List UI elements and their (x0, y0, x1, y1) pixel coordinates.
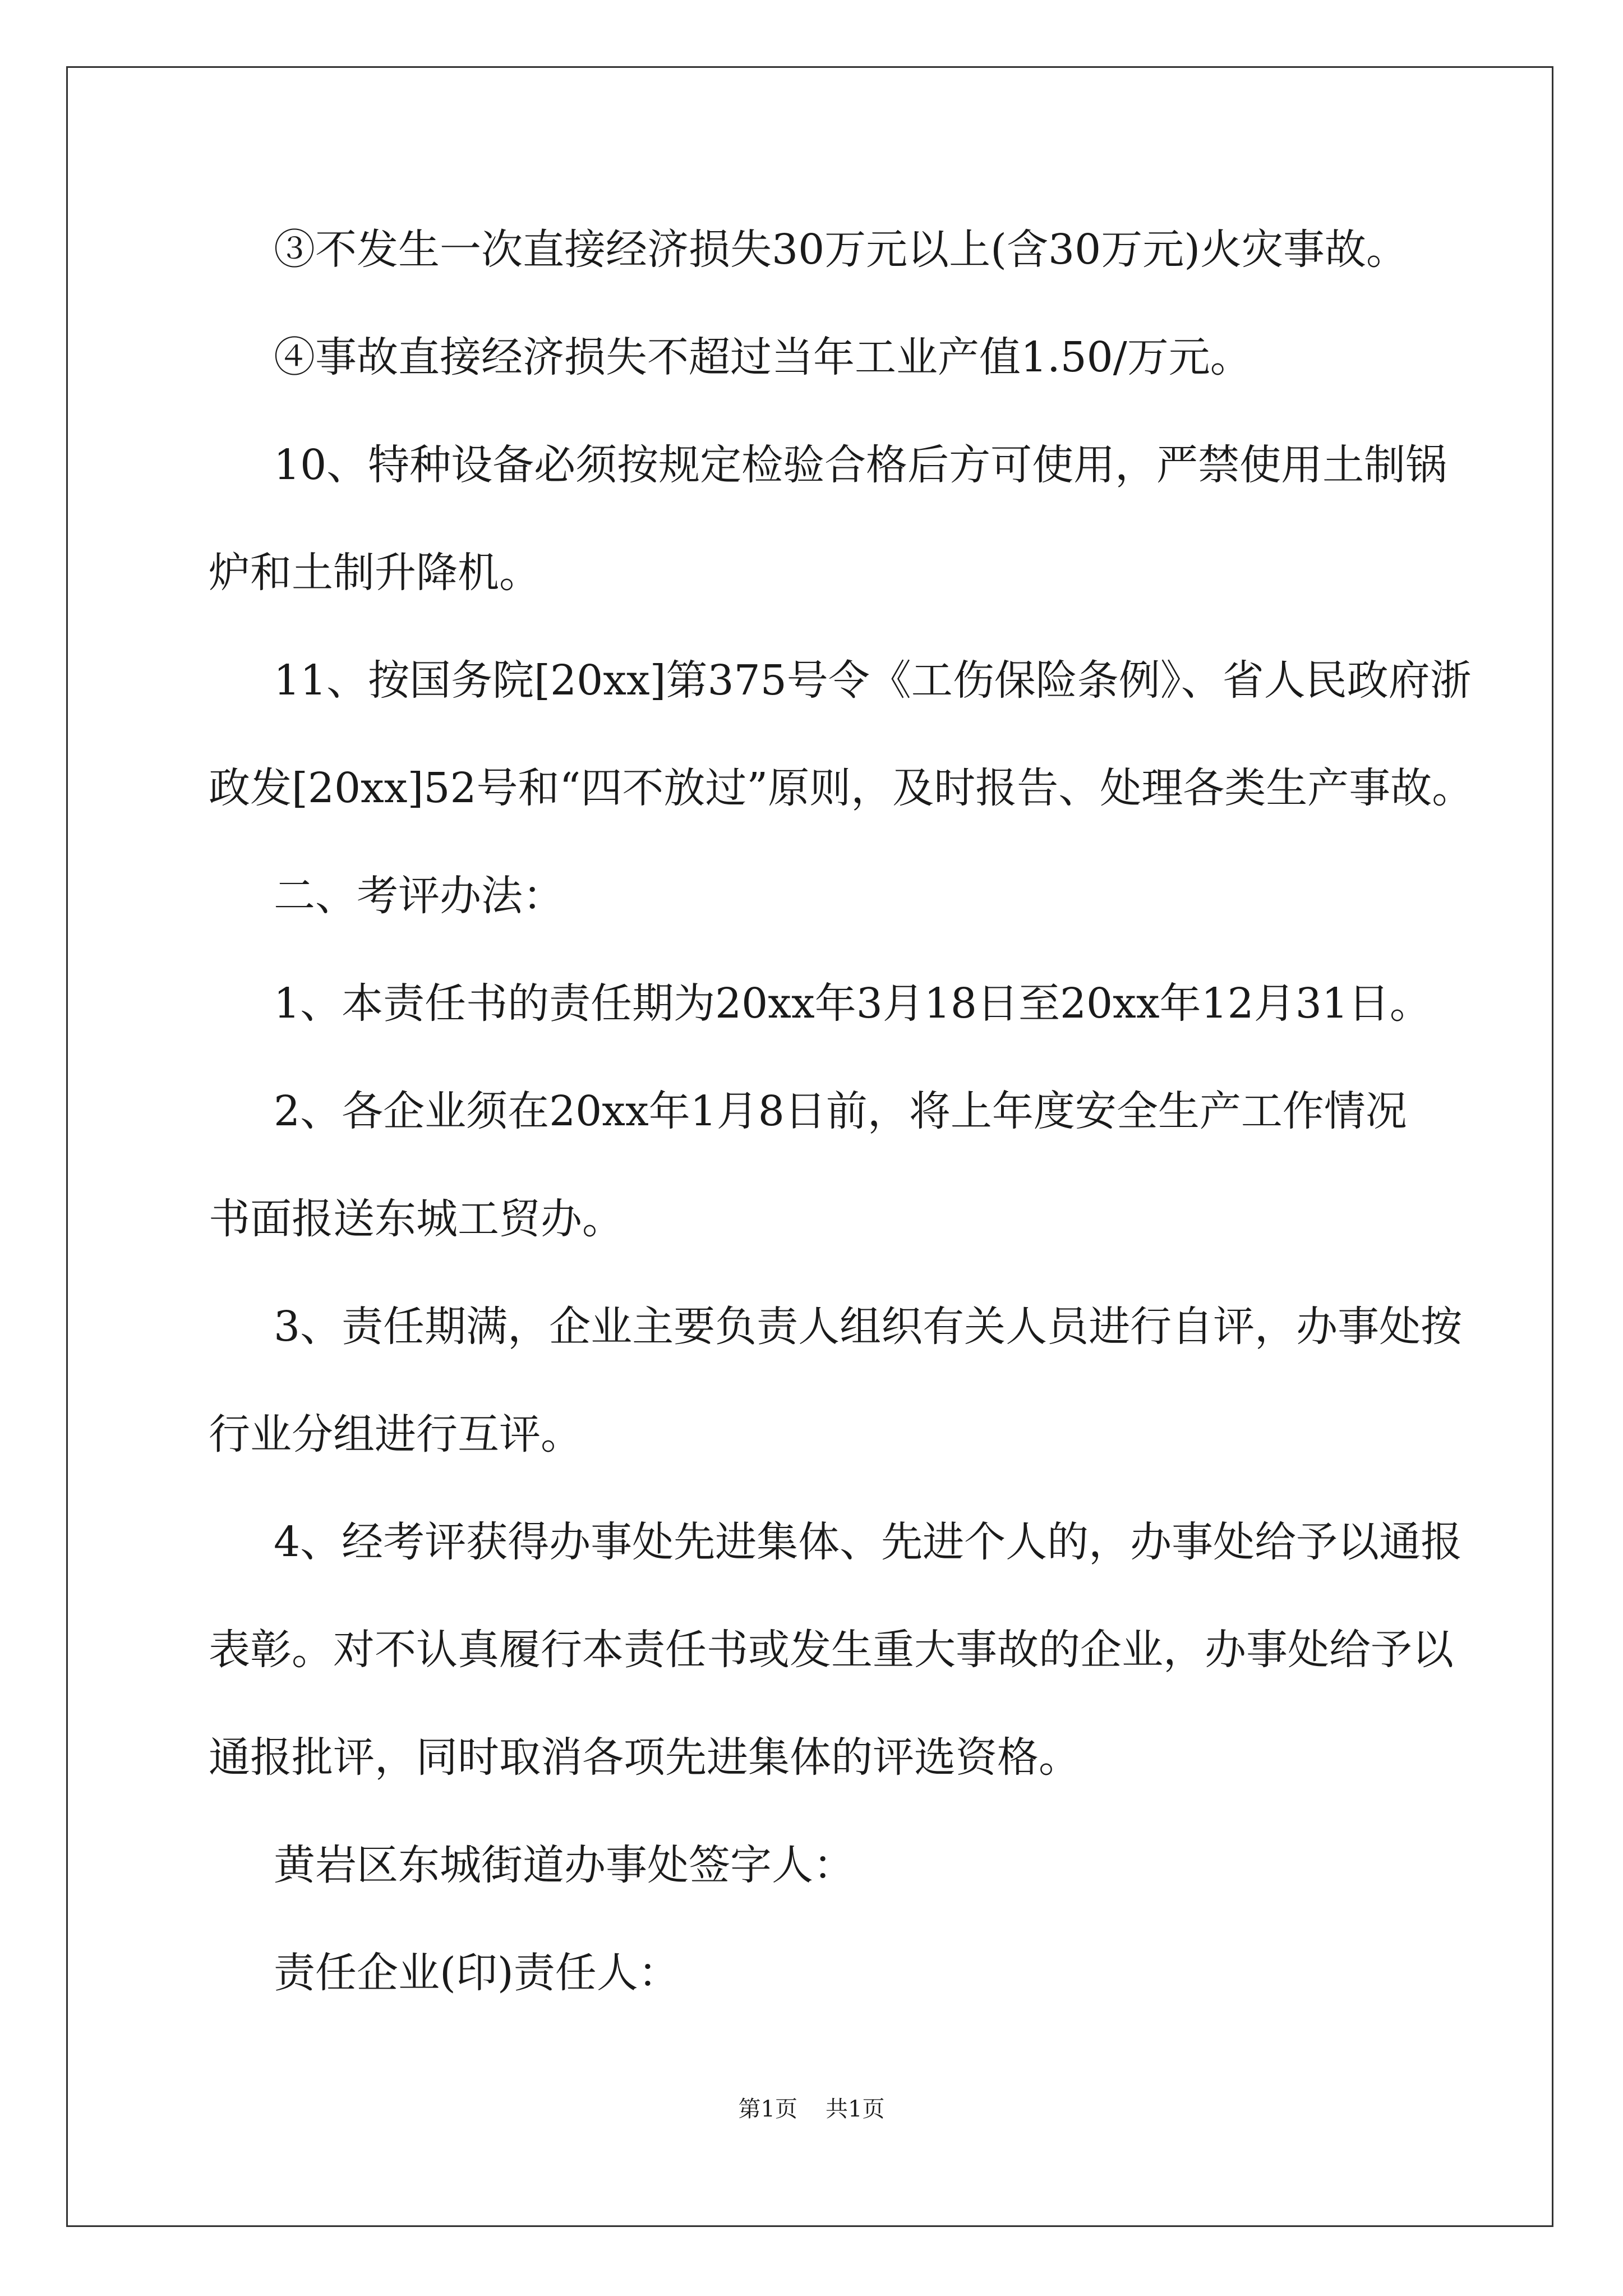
line-item-3: ③不发生一次直接经济损失30万元以上(含30万元)火灾事故。 (274, 226, 1408, 274)
section-heading: 二、考评办法： (274, 872, 564, 920)
page-number-total: 共1页 (826, 2096, 885, 2122)
line-rule-2-cont: 书面报送东城工贸办。 (209, 1195, 624, 1243)
page-number-current: 第1页 (738, 2096, 797, 2122)
line-rule-3-cont: 行业分组进行互评。 (209, 1410, 582, 1458)
line-rule-4-cont: 表彰。对不认真履行本责任书或发生重大事故的企业，办事处给予以 (209, 1626, 1454, 1674)
line-rule-2: 2、各企业须在20xx年1月8日前，将上年度安全生产工作情况 (274, 1087, 1407, 1135)
signature-enterprise: 责任企业(印)责任人： (274, 1949, 680, 1997)
line-rule-4-cont-2: 通报批评，同时取消各项先进集体的评选资格。 (209, 1733, 1080, 1782)
line-rule-1: 1、本责任书的责任期为20xx年3月18日至20xx年12月31日。 (274, 979, 1431, 1028)
line-clause-11: 11、按国务院[20xx]第375号令《工伤保险条例》、省人民政府浙 (274, 656, 1472, 705)
signature-office: 黄岩区东城街道办事处签字人： (274, 1841, 855, 1889)
line-rule-3: 3、责任期满，企业主要负责人组织有关人员进行自评，办事处按 (274, 1303, 1463, 1351)
page-border (66, 66, 1553, 2227)
line-clause-10-cont: 炉和土制升降机。 (209, 549, 541, 597)
page-footer (0, 2091, 1623, 2123)
line-clause-11-cont: 政发[20xx]52号和“四不放过”原则，及时报告、处理各类生产事故。 (209, 764, 1474, 812)
line-clause-10: 10、特种设备必须按规定检验合格后方可使用，严禁使用土制锅 (274, 441, 1447, 489)
line-rule-4: 4、经考评获得办事处先进集体、先进个人的，办事处给予以通报 (274, 1518, 1463, 1566)
line-item-4: ④事故直接经济损失不超过当年工业产值1.50/万元。 (274, 333, 1252, 381)
